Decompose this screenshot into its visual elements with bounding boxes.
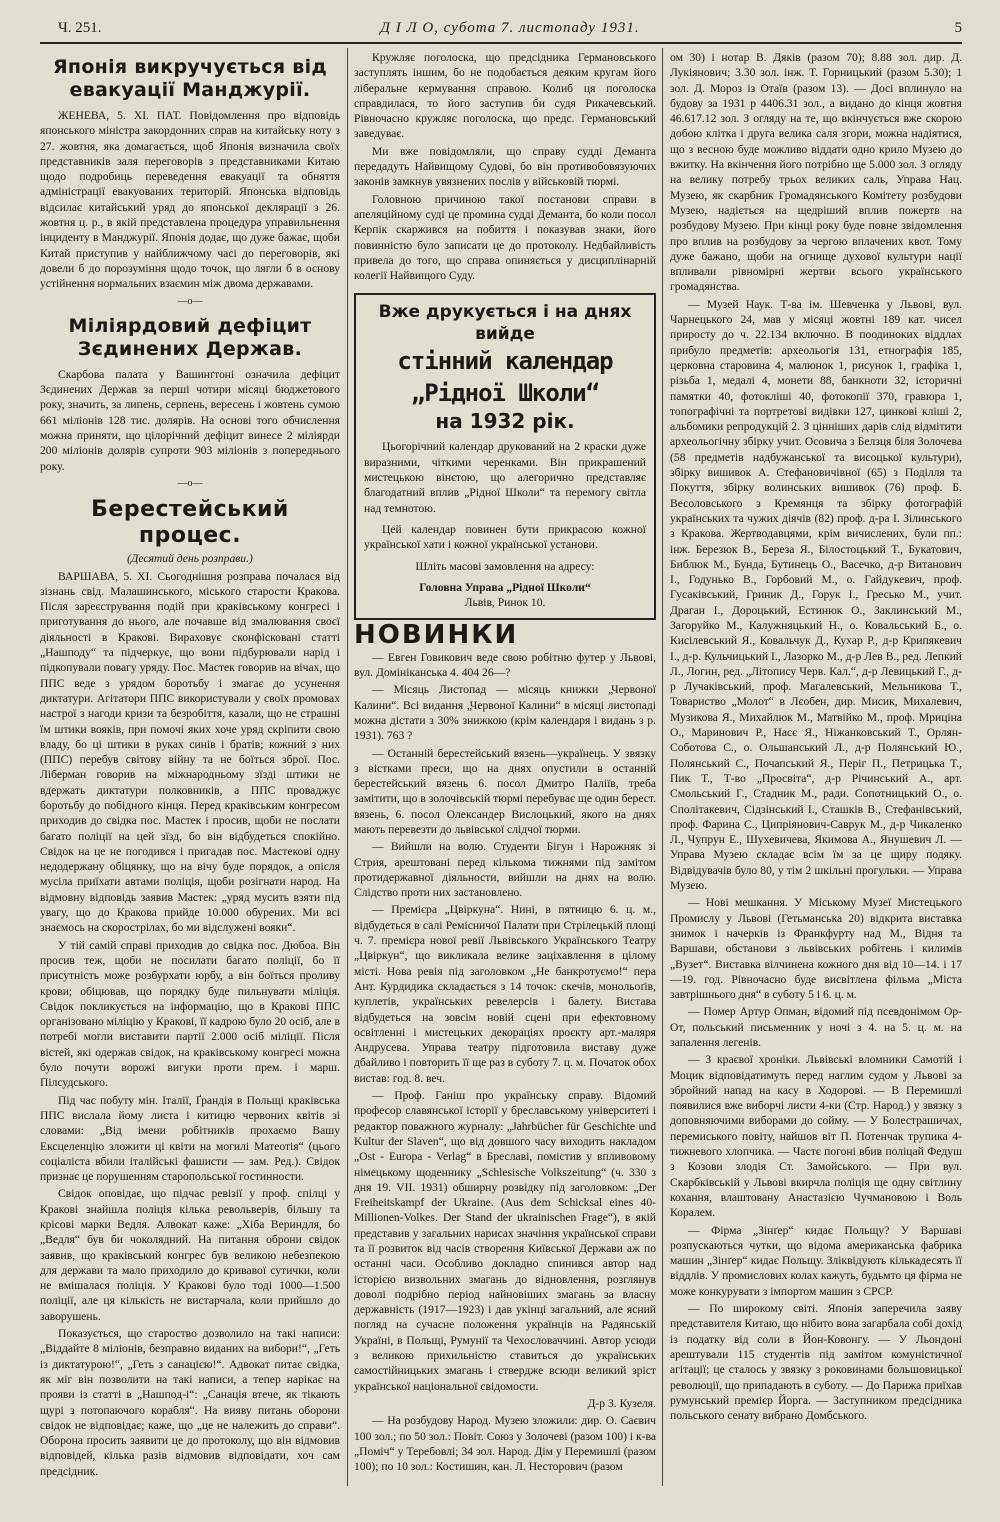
ad-headline: Вже друкується і на днях вийде bbox=[378, 302, 632, 345]
headline-deficit: Міліярдовий дефіцит Зєдинених Держав. bbox=[68, 314, 312, 360]
news-item: — Останній берестейський вязень—українець. У звязку з вістками преси, що на днях опустили в останній берестейський вязень 6. посол Дмитро Паліїв, треба замітити, що в золочівській тюрмі перебуває ще один берест. вязень, 6. посол Олександер Вислоцький, якого на днях мають перевезти до львівської слідчої тюрми. bbox=[354, 746, 656, 836]
news-item-signature: Д-р З. Кузеля. bbox=[587, 1396, 656, 1410]
column-rule-1 bbox=[347, 48, 348, 1486]
news-item: — Премієра „Цвіркуна“. Нині, в пятницю 6. ц. м., відбудеться в салі Ремісничої Палати при Стрілецькій площі ч. 7. премієра нової ревії Львівського Українського Театру „Цвіркун“, що викликала велике заціхавлення в цілому місті. Нова ревія під заголовком „Не банкротуємо!“ пера Ант. Курдидика складається з 14 точок: скечів, монольоґів, куплетів, українських ревелерсів і балету. Вистава відбудеться на зовсім новій сцені при ефектовному освітленні і мистецьких декораціях проєкту арт.-маляря Андрусева. Управа театру підготовила виставу дуже дбайливо і повторить її ще раз в суботу 7. ц. м. Початок обох вистав: год. 8. веч. bbox=[354, 903, 656, 1085]
column-2 bbox=[354, 50, 656, 1482]
news-item: — Нові мешкання. У Міському Музеї Мистецького Промислу у Львові (Гетьманська 20) відкрита виставка знимок і начерків із Франкфурту над М., Відня та Варшави, обстанови з львівських робітень і килимів „Вузет“. Виставка вілчинена кожного дня від 10—14. і 17—19. год. Рівночасно буде висвітлена фільма „Міста завтрішнього дня“ в суботу 5 і 6. ц. м. bbox=[670, 896, 962, 1002]
news-item: — Евген Говикович веде свою робітню футер у Львові, вул. Домініканська 4. 404 26—? bbox=[354, 650, 656, 680]
news-item: — Фірма „Зінґер“ кидає Польщу? У Варшаві розпускаються чутки, що відома американська фабрика машин „Зінґер“ кидає Польщу. Зліквідують кількадесять її віддлів. У промислових колах кажуть, будьмто ця фірма не може конкурувати з імпортом машин з СРСР. bbox=[670, 1223, 962, 1298]
column-3 bbox=[670, 50, 962, 1482]
news-item: — З краєвої хроніки. Львівські вломники Самотій і Моцик відповідатимуть перед наглим судом у Львові за збройний напад на касу в Ходорові. — В Перемишлі появилися вже виборчі листи 4-ки (Стр. Народ.) у звязку з доповняючими виборами до сойму. — У Болестрашичах, перемиського повіту, найшов віт П. Потенчак трупика 4-тижневого хлопчика. — Частє погоні вбив поліцай Федуш з Козови злодія Ст. Замойського. — При вул. Скарбківській у Львові вкирчла поліція ще одну світлину кохання, влаштовану Анастазією Чучмановою і Воль Коралем. bbox=[670, 1053, 962, 1220]
calendar-advertisement bbox=[354, 293, 656, 620]
ad-address-1: Головна Управа „Рідної Школи“ bbox=[419, 580, 591, 594]
ad-text-1: Цьогорічний календар друкований на 2 краски дуже виразними, чіткими черенками. Він прикрашений мистецькою вінєтою, що алегорично представляє благодатний вплив „Рідної Школи“ та перемогу світла над темнотою. bbox=[364, 440, 646, 515]
newspaper-title-date: Д І Л О, субота 7. листопаду 1931. bbox=[380, 20, 640, 36]
news-item: — Місяць Листопад — місяць книжки „Червоної Калини“. Всі видання „Червоної Калини“ в місяці листопаді можна дістати з 30% знижкою (крім календаря і видань з р. 1931). 763 ? bbox=[354, 683, 656, 743]
top-rule bbox=[40, 42, 962, 44]
article-brest-text-2: У тій самій справі приходив до свідка пос. Дюбоа. Він просив теж, щоби не посилати багато поліції, бо її присутність може розбурхати юрбу, а він боїться проливу крови; обіцював, що порядку буде пильнувати міліція. Свідок покликується на інформацію, що в Кракові ППС організовано міліцію у Кракові, її кадрою було 20 осіб, але в потребі могли виставити партії 2.000 осіб міліції. Після вістей, які одержав свідок, на краківському конгресі можна було почути ворожі вигуки проти прем. і марш. Пілсудського. bbox=[40, 938, 340, 1090]
separator: —o— bbox=[177, 295, 203, 307]
ad-text-2: Цей календар повинен бути прикрасою кожної української хати і кожної української установи. bbox=[364, 522, 646, 552]
article-deficit-text: Скарбова палата у Вашинґтоні означила дефіцит Зєдинених Держав за перші чотири місяці бюджетового року, значить, за липень, серпень, вересень і жовтень сумою 661 міліонів 128 тис. долярів. На основі того обчислення можна приняти, що цілорічний дефіцит винесе 2 міліярди 200 міліонів долярів супроти 903 міліонів з попереднього року. bbox=[40, 367, 340, 473]
ad-address-2: Львів, Ринок 10. bbox=[464, 596, 546, 610]
section-heading-novinky: НОВИНКИ bbox=[354, 620, 519, 651]
ad-title: стінний календар „Рідної Школи“ bbox=[397, 347, 613, 408]
subheadline-brest-trial: (Десятий день розправи.) bbox=[127, 552, 253, 566]
column-rule-2 bbox=[662, 48, 663, 1486]
article-continuation-1: Кружляє поголоска, що предсідника Германовського заступлять іншим, бо не подобається деяким кругам його ліберальне кермування справою. Колиб ця поголоска справдилася, то його заступив би судя Рикачевський. Рівночасно кружляє поголоска, що предс. Германовський заведуває. bbox=[354, 51, 656, 141]
column-1 bbox=[40, 50, 340, 1482]
ad-order-line: Шліть масові замовлення на адресу: bbox=[415, 559, 595, 573]
ad-year: на 1932 рік. bbox=[435, 409, 575, 434]
news-item: — Помер Артур Опман, відомий під псевдонімом Ор-От, польський письменник у ночі з 4. на 5. ц. м. на запалення легенів. bbox=[670, 1005, 962, 1049]
news-item: — Вийшли на волю. Студенти Бігун і Нарожняк зі Стрия, арештовані перед кількома тижнями під замітом протидержавної діяльности, вийшли на днях на волю. Слідство проти них застановлено. bbox=[354, 840, 656, 900]
headline-brest-trial: Берестейський процес. bbox=[91, 497, 289, 549]
article-brest-text-4: Свідок оповідає, що підчас ревізії у проф. спілці у Кракові знайшла поліція кілька револьверів, більшу та крісові марки Ведля. Алвокат каже: „Хіба Вериндля, бо „Ведля“ був би чоколядний. На питання оброни свідок заявив, що краківський конгрес був великою небезпекою для держави та мало приходило до кривавої сутички, коли не вмішалася поліція. У Кракові було тоді 1000—1.500 поліції, але ця кількість не вистарчала, коли прийшло до заворушень. bbox=[40, 1187, 340, 1323]
article-japan-text: ЖЕНЕВА, 5. XI. ПАТ. Повідомлення про відповідь японського міністра закордонних справ на китайську ноту з 27. жовтня, яка домагається, щоб Японія визначила своїх представників заля переговорів з представниками Китаю щодо подробиць переведення евакуації та обняття адміністрації евакуованих територій. Японська відповідь відсилає китайський уряд до японської деклярації з 26. жовтня ц. р., в якій представлена процедура управильнення інциденту в Манджурії. Японія додає, що дуже бажає, щоби Китай приступив у найближчому часі до переговорів, які довели б до порозуміння щодо точок, що лягли б в основу устійнення нормальних взаємин між двома державами. bbox=[40, 109, 340, 291]
article-continuation-2: Ми вже повідомляли, що справу судді Деманта передадуть Найвищому Судові, бо він противобовязуючих законів замкнув увязнених послів у військовій тюрмі. bbox=[354, 144, 656, 189]
news-item: — На розбудову Народ. Музею зложили: дир. О. Саєвич 100 зол.; по 50 зол.: Повіт. Союз у Золочеві (разом 100) і к-ва „Поміч“ у Теребовлі; 34 зол. Народ. Дім у Перемишлі (разом 100); по 10 зол.: Костишин, кан. Л. Несторович (разом bbox=[354, 1414, 656, 1474]
page-code: Ч. 251. bbox=[58, 20, 102, 36]
article-brest-text-3: Під час побуту мін. Італії, Ґрандія в Польщі краківська ППС вислала йому листа і китицю червоних квітів зі словами: „Від імени робітників прохаємо Вашу Ексцеленцію зложити ці квіти на могилі Матеотія“ (цього соціаліста вбили італійські фашисти — зам. Ред.). Свідок признає це порушенням старопольської гостинности. bbox=[40, 1093, 340, 1184]
masthead bbox=[58, 18, 962, 40]
separator: —o— bbox=[177, 477, 203, 489]
news-continuation: ом 30) і нотар В. Дяків (разом 70); 8.88 зол. дир. Д. Лукіянович; 3.30 зол. інж. Т. Горницький (разом 5.30); 1 зол. Д. Мороз із Отаїв (разом 13). — Досі вплинуло на будову за 1931 р 4406.31 зол., а видано до кінця жовтня 46.617.12 зол. З огляду на те, що вкінчується вже скорою добою клітка і друга велика саля згори, можна надіятися, що з весною буде можливо віддати одно крило Музею до вжитку. На вкінчення його потрібно ще 5.000 зол. З огляду на велику потребу трьох великих саль, Управа Нац. Музею, як скарбник Громадянського Комітету розбудови Музею, надіється на щедріший вплив пожертв на розбудову Музею. При кінці року буде повне звідомлення про вплив на розбудову за чергою вплачених квот. Тому дуже бажано, щоби на огнище духової культури нації впливали рівномірні жертви всього українського громадянства. bbox=[670, 51, 962, 294]
article-brest-text-1: ВАРШАВА, 5. XI. Сьогоднішня розправа почалася від зізнань свід. Малашинського, міського старости Кракова. Після зареєстрування подій при краківському конгресі і приготування до нього, але почавше від змалювання своєї діяльності в Кракові. Вираховує сконфісковані статті „Нашподу“ та підчеркує, що вони підбурювали нарід і підкопували повагу уряду. Пос. Мастек говорив на вічах, що ППС веде з урядом боротьбу і змагає до усунення диктатури. Агітатори ППС використували у своїх промовах настрої з нагоди кризи та безробіття, казали, що не страшні їм штики вояків, при помочі яких хоче уряд скріпити свою владу, бо ці штики в руках синів і братів; кожний з них (ППС) перебув світову війну та не боїться зброї. Пос. Ліберман говорив на міжнародньому зїзді штики не вдержать диктатури полковників, а ППС проваджує боротьбу до побідного кінця. Перед краківським конгресом приходив до свідка пос. Мастек і просив, щоби не послати багато поліції на цей зїзд, бо він відбудеться спокійно. Свідок на це не погодився і пригадав пос. Мастекові одну недодержану обіцянку, що на вічу буде порядок, а опісля мусіла приїхати автами поліція, щоби розігнати народ. На відмовну відповідь заявив Мастек: „уряд мусить взяти під увагу, що до Кракова прийде 10.000 обурених. Ми всі знаємось на скорострілах, бо ми відслужені вояки“. bbox=[40, 569, 340, 935]
news-item: — Музей Наук. Т-ва ім. Шевченка у Львові, вул. Чарнецького 24, мав у місяці жовтні 189 кат. чисел приросту до ч. 22.134 включно. В поодиноких віддлах прибуло предметів: археольогія 131, етнографія 185, церковна старовина 4, малюнок 1, рисунок 1, графіка 1, різьба 1, медалі 4, монети 88, банкноти 32, історичні памятки 40, фотокліші 40, фотокопії 370, гравюра 1, топографічні та портретові видівки 127, цинкові кліші 2, альбомики репродукцій 2. З цінніших дарів слід відмітити археольогічну збірку учит. Осовича з Белзця біля Золочева (58 предметів надбужанської та висоцької культури), збірку вишивок А. Стефановичівної (65) з Поділля та Покуття, збірку волинських вишивок (76) проф. Б. Весоловського з Кремянця та збірку фотографій українських та чужих діячів (82) проф. д-ра І. Зілинського з Кракова. Жертводавцями, крім вичислених, були пп.: інж. Березюк В., Береза Я., Білостоцький Т., Букатович, Библюк М., Бунда, Бутинець О., Васечко, д-р Витанович І., Годунько В., Горбовий М., о. Гайдукевич, проф. Гусаківський, Гриник Д., Горук І., Гресько М., учит. Драган І., Дороцький, Естинюк О., Заклинський М., Загоруйко М., Калужняцький Н., о. Ковальський Б., о. Кисілевський Я., Ковальчук Д., Кухар Р., д-р Крипякевич І., д-р. Кульчицький І., Лазорко М., д-р Лев В., ред. Лепкий Л., Логин, ред. „Літопису Черв. Кал.“, д-р Левицький Г., д-р Лучаківський, проф. Магалевський, Мельникова Т., Товариство „Молот“ в Лєобен, дир. Мисик, Михалевич, Музикова Я., Михайлюк М., Матвійко М., проф. Мриціна О., Маринович Р., Насє Я., Ніжанковський Т., Орлян-Соботова С., о. Ольшанський Л., д-р Полянський Ю., Полянський С., Почапський Я., Періг П., Петрицька Т., Пик Т., Т-во „Просвіта“, д-р Річинський А., арт. Смольський Г., Стадник М., ради. Сопотницький О., о. Сполітакевич, Сідзінський І., Сташків В., Стефанівський, проф. Фарина С., Ципріянович-Саврук М., д-р Чикаленко Л., Чупрун Е., Шухевичева, Якимова А., Янушевич Л. — Управа Музею складає всім їм за це щиру подяку. Відвідувачів було 80, у тім 2 шкільні прогульки. — Управа Музею. bbox=[670, 297, 962, 893]
article-continuation-3: Головною причиною такої постанови справи в апеляційному суді це промина судді Деманта, бо коли посол Керпік скаржився на побиття і показував знаки, його повинністю було записати це до протоколу. Недбайливість привела до того, що справа опиняється у дисциплінарній колегії Найвищого Суду. bbox=[354, 192, 656, 283]
news-item: — Проф. Ганіш про українську справу. Відомий професор славянської історії у бреславському університеті і редактор поважного журналу: „Jahrbücher für Geschichte und Kultur der Slaven“, що від довшого часу виходить накладом „Ost - Europa - Verlag“ в Бреславі, помістив у впливовому німецькому щоденнику „Schlesische Volkszeitung“ (ч. 330 з дня 19. VII. 1931) обширну розвідку під заголовком: „Der Freiheitskampf der Ukraine. (Aus dem Schicksal eines 40-Millionen-Volkes. Der Stand der ukrainischen Frage“), в якій представив у загальних нарисах значіння української справи та її розвиток від часів створення Київської Держави аж по останні часи. Особливо докладно спинився автор над історією визвольних змагань до відновлення, розглянув доволі подрібно період найновіших змагань за власну державність (1917—1923) і дав укінці загальний, але ясний погляд на сучасне положення українців на Радянській Україні, в Польщі, Румунії та Чехословаччині. Автор усюди з великою прихильністю ставиться до українських самостійницьких змагань і ствердже всюди великий зріст української національної свідомости. bbox=[354, 1089, 656, 1393]
news-item: — По широкому світі. Японія заперечила заяву представителя Китаю, що нібито вона загарбала собі дохід із податку від соли в Йон-Ковонгу. — У Льондоні арештували 115 студентів під замітом комуністичної агітації; це сталось у звязку з роковинами большовицької революції, що припадають в суботу. — До Парижа приїхав румунський премієр Йорга. — Заступником предсідника польського сенату вибрано Домбського. bbox=[670, 1302, 962, 1423]
headline-japan: Японія викручується від евакуації Манджурії. bbox=[52, 56, 328, 101]
page-number: 5 bbox=[954, 20, 962, 36]
article-brest-text-5: Показується, що староство дозволило на такі написи: „Віддайте 8 міліонів, безправно виданих на вибори!“, „Геть із диктатурою!“, „Геть з санацією!“. Адвокат питає свідка, як міг він позволити на такі написи, а тепер нарікає на прояви із статті в „Нашпод-і“: „Санація втече, як тікають щурі з потопаючого корабля“. На вияву питань оборони свідок не відповідає; каже, що „це не належить до справи“. Оборона просить заявити це до протоколу, що він відмовив відповідей, кілька разів відмовив відповідати, хоч сам предсідник. bbox=[40, 1327, 340, 1478]
